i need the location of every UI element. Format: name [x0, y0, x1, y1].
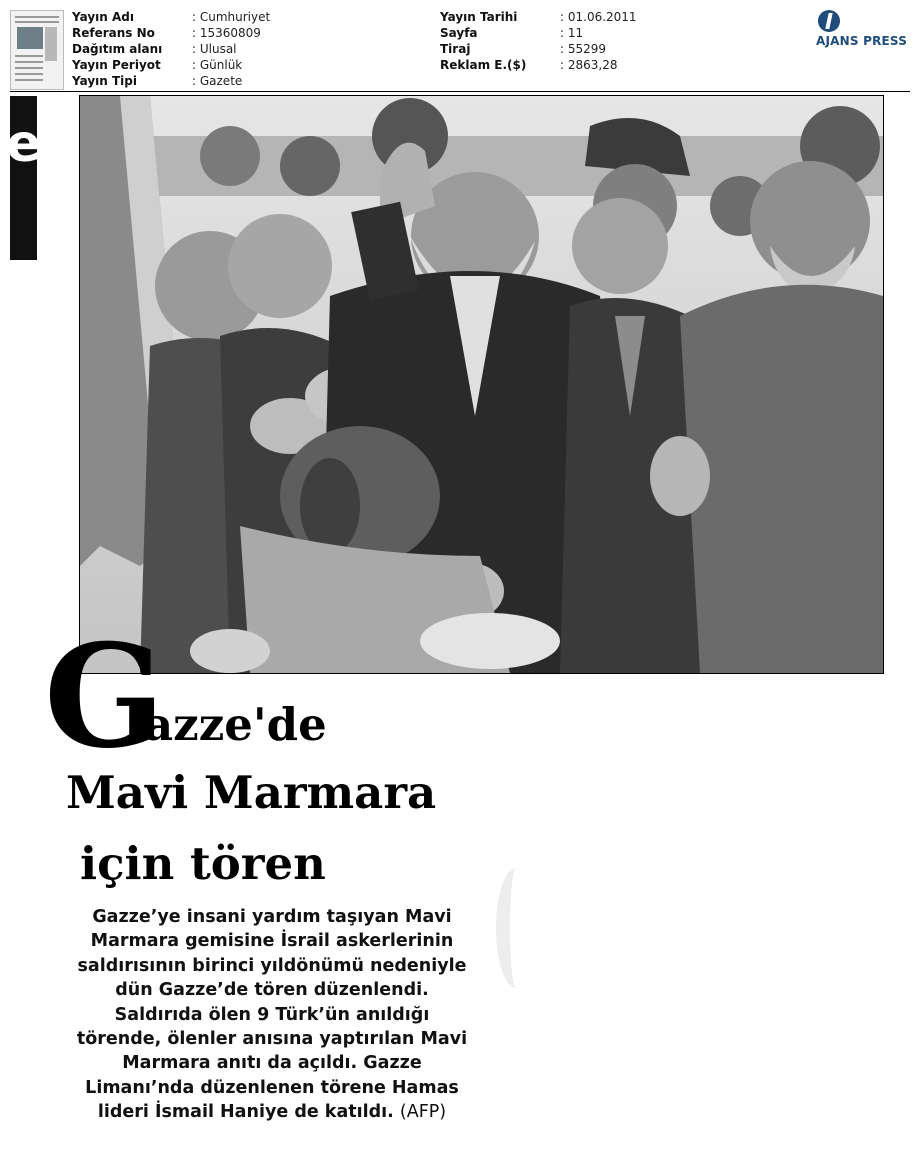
meta-label: Dağıtım alanı: [72, 42, 163, 56]
meta-label: Referans No: [72, 26, 155, 40]
meta-value: : Cumhuriyet: [192, 10, 271, 24]
meta-row: [440, 25, 637, 41]
meta-label: Reklam E.($): [440, 58, 527, 72]
meta-label: Yayın Adı: [72, 10, 134, 24]
meta-label: Sayfa: [440, 26, 478, 40]
publication-stats: [440, 9, 637, 73]
headline-line-3: için tören: [80, 837, 326, 890]
meta-value: : 2863,28: [560, 58, 618, 72]
meta-row: [72, 57, 270, 73]
ajans-press-logo-icon: [818, 10, 840, 32]
strip-letter: e: [6, 114, 42, 174]
decorative-arc: [496, 868, 536, 988]
meta-value: : 15360809: [192, 26, 261, 40]
news-photo: [79, 95, 884, 674]
meta-label: Yayın Tipi: [72, 74, 137, 88]
headline-line-2: Mavi Marmara: [66, 766, 437, 819]
meta-row: [72, 9, 270, 25]
publication-info: [72, 9, 270, 89]
article-text: Gazze’ye insani yardım taşıyan Mavi Marmara gemisine İsrail askerlerinin saldırısının birinci yıldönümü nedeniyle dün Gazze’de tören düzenlendi. Saldırıda ölen 9 Türk’ün anıldığı törende, ölenler anısına yaptırılan Mavi Marmara anıtı da açıldı. Gazze Limanı’nda düzenlenen törene Hamas lideri İsmail Haniye de katıldı.: [76, 907, 468, 1123]
meta-label: Yayın Periyot: [72, 58, 161, 72]
page-thumbnail: [10, 10, 64, 90]
meta-value: : Günlük: [192, 58, 243, 72]
logo-text: AJANS PRESS: [816, 34, 908, 48]
meta-value: : Gazete: [192, 74, 243, 88]
meta-row: [72, 41, 270, 57]
meta-value: : 55299: [560, 42, 607, 56]
meta-value: : 11: [560, 26, 584, 40]
meta-label: Yayın Tarihi: [440, 10, 518, 24]
meta-row: [440, 57, 637, 73]
headline-drop-letter: G: [44, 614, 164, 780]
ajans-press-logo: [812, 10, 912, 50]
meta-value: : Ulusal: [192, 42, 237, 56]
article-body: [76, 905, 468, 1125]
headline-line-1: azze'de: [144, 698, 327, 751]
photo-source: (AFP): [399, 1102, 447, 1123]
section-strip: [6, 96, 42, 260]
meta-row: [440, 41, 637, 57]
meta-label: Tiraj: [440, 42, 471, 56]
meta-value: : 01.06.2011: [560, 10, 637, 24]
meta-row: [72, 25, 270, 41]
header-divider: [10, 91, 910, 92]
meta-row: [440, 9, 637, 25]
meta-row: [72, 73, 270, 89]
